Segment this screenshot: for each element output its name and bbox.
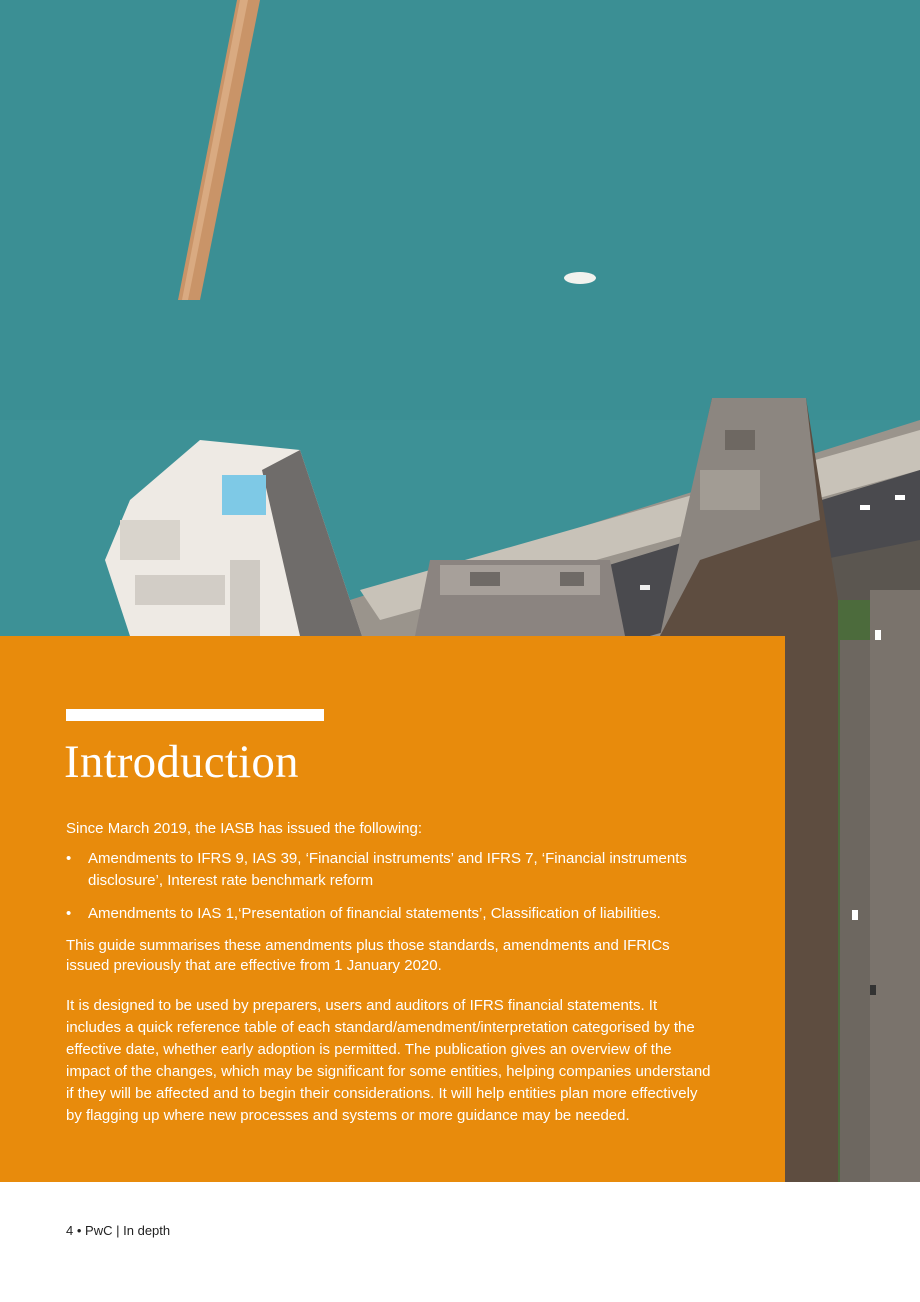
list-item: • Amendments to IAS 1,‘Presentation of financial statements’, Classification of liabilities. — [66, 903, 716, 925]
page-number: 4 — [66, 1223, 74, 1238]
purpose-paragraph: It is designed to be used by preparers, users and auditors of IFRS financial statements. It includes a quick reference table of each standard/amendment/interpretation categorised by the effective date, whether early adoption is permitted. The publication gives an overview of the impact of the changes, which may be significant for some entities, helping companies understand if they will be affected and to begin their considerations. It will help entities plan more effectively by flagging up where new processes and systems or more guidance may be needed. — [66, 997, 711, 1124]
publication-name: In depth — [123, 1223, 171, 1238]
rooftop-pool — [222, 475, 266, 515]
summary-paragraph: This guide summarises these amendments plus those standards, amendments and IFRICs issued previously that are effective from 1 January 2020. — [66, 937, 670, 974]
introduction-panel — [0, 636, 785, 1182]
page-title: Introduction — [64, 736, 299, 788]
brand-name: PwC — [85, 1223, 113, 1238]
lead-paragraph: Since March 2019, the IASB has issued the following: — [66, 820, 423, 837]
footer-divider: | — [116, 1223, 120, 1238]
amendments-list — [66, 848, 716, 925]
boat — [564, 272, 596, 284]
page-footer — [66, 1223, 170, 1238]
list-item: • Amendments to IFRS 9, IAS 39, ‘Financial instruments’ and IFRS 7, ‘Financial instruments disclosure’, Interest rate benchmark reform — [66, 848, 716, 892]
introduction-body — [66, 818, 716, 1127]
footer-separator: • — [76, 1223, 82, 1238]
title-accent-bar — [66, 709, 324, 721]
